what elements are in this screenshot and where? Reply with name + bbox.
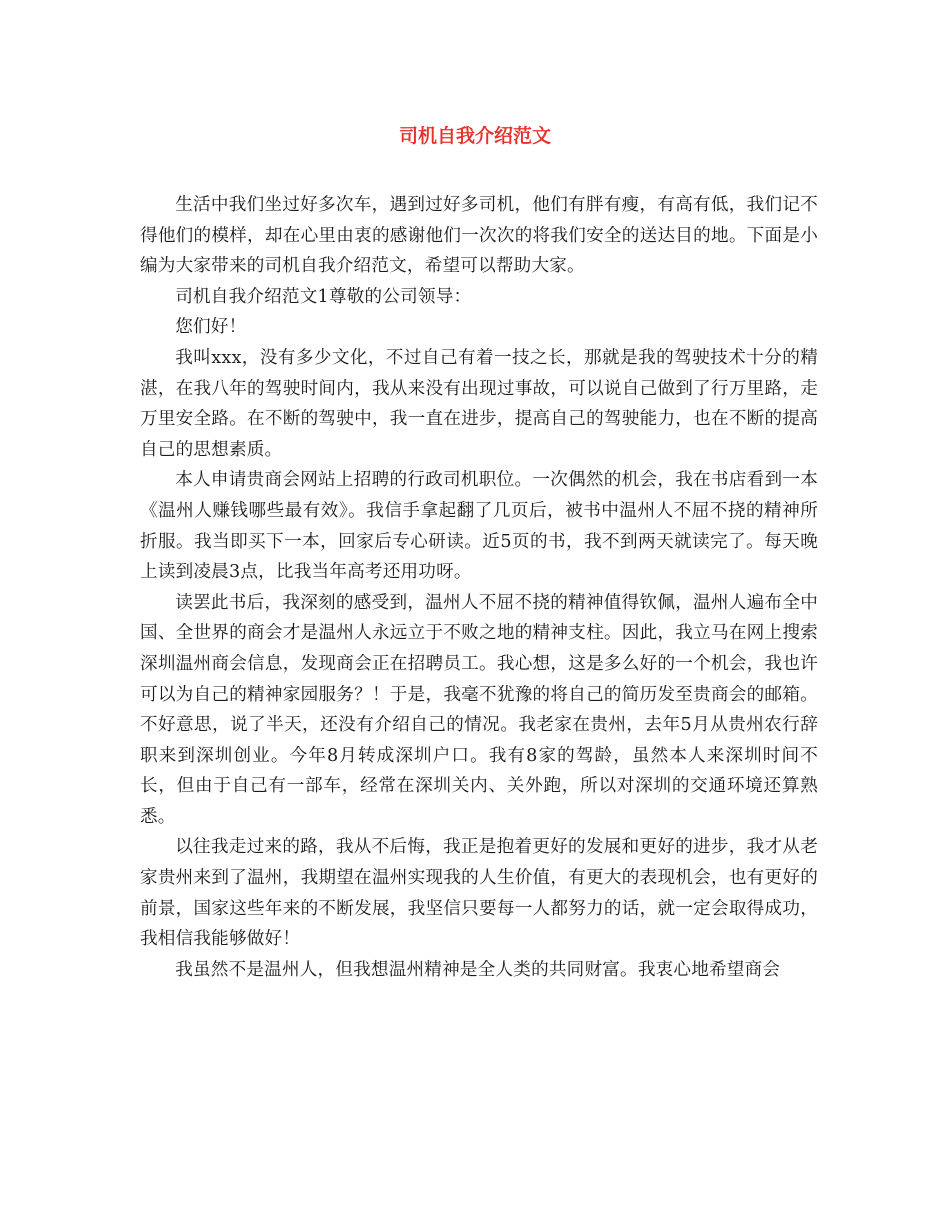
document-title: 司机自我介绍范文 xyxy=(398,125,551,147)
paragraph-self-intro: 我叫xxx，没有多少文化，不过自己有着一技之长，那就是我的驾驶技术十分的精湛，在我八年的驾驶时间内，我从来没有出现过事故，可以说自己做到了行万里路，走万里安全路。在不断的驾驶中，我一直在进步，提高自己的驾驶能力，也在不断的提高自己的思想素质。 xyxy=(140,347,818,460)
paragraph-aspiration: 以往我走过来的路，我从不后悔，我正是抱着更好的发展和更好的进步，我才从老家贵州来到了温州，我期望在温州实现我的人生价值，有更大的表现机会，也有更好的前景，国家这些年来的不断发展，我坚信只要每一人都努力的话，就一定会取得成功，我相信我能够做好！ xyxy=(140,837,818,950)
paragraph-intro: 生活中我们坐过好多次车，遇到过好多司机，他们有胖有瘦，有高有低，我们记不得他们的模样，却在心里由衷的感谢他们一次次的将我们安全的送达目的地。下面是小编为大家带来的司机自我介绍范文，希望可以帮助大家。 xyxy=(140,195,818,277)
paragraph-reflection: 读罢此书后，我深刻的感受到，温州人不屈不挠的精神值得钦佩，温州人遍布全中国、全世界的商会才是温州人永远立于不败之地的精神支柱。因此，我立马在网上搜索深圳温州商会信息，发现商会正在招聘员工。我心想，这是多么好的一个机会，我也许可以为自己的精神家园服务？！于是，我毫不犹豫的将自己的简历发至贵商会的邮箱。不好意思，说了半天，还没有介绍自己的情况。我老家在贵州，去年5月从贵州农行辞职来到深圳创业。今年8月转成深圳户口。我有8家的驾龄，虽然本人来深圳时间不长，但由于自己有一部车，经常在深圳关内、关外跑，所以对深圳的交通环境还算熟悉。 xyxy=(140,592,818,827)
paragraph-application: 本人申请贵商会网站上招聘的行政司机职位。一次偶然的机会，我在书店看到一本《温州人赚钱哪些最有效》。我信手拿起翻了几页后，被书中温州人不屈不挠的精神所折服。我当即买下一本，回家后专心研读。近5页的书，我不到两天就读完了。每天晚上读到凌晨3点，比我当年高考还用功呀。 xyxy=(140,470,818,583)
paragraph-greeting: 您们好！ xyxy=(175,317,247,338)
paragraph-heading-sample-1: 司机自我介绍范文1尊敬的公司领导： xyxy=(175,286,472,307)
document-body xyxy=(140,190,818,985)
paragraph-closing: 我虽然不是温州人，但我想温州精神是全人类的共同财富。我衷心地希望商会 xyxy=(175,959,781,980)
